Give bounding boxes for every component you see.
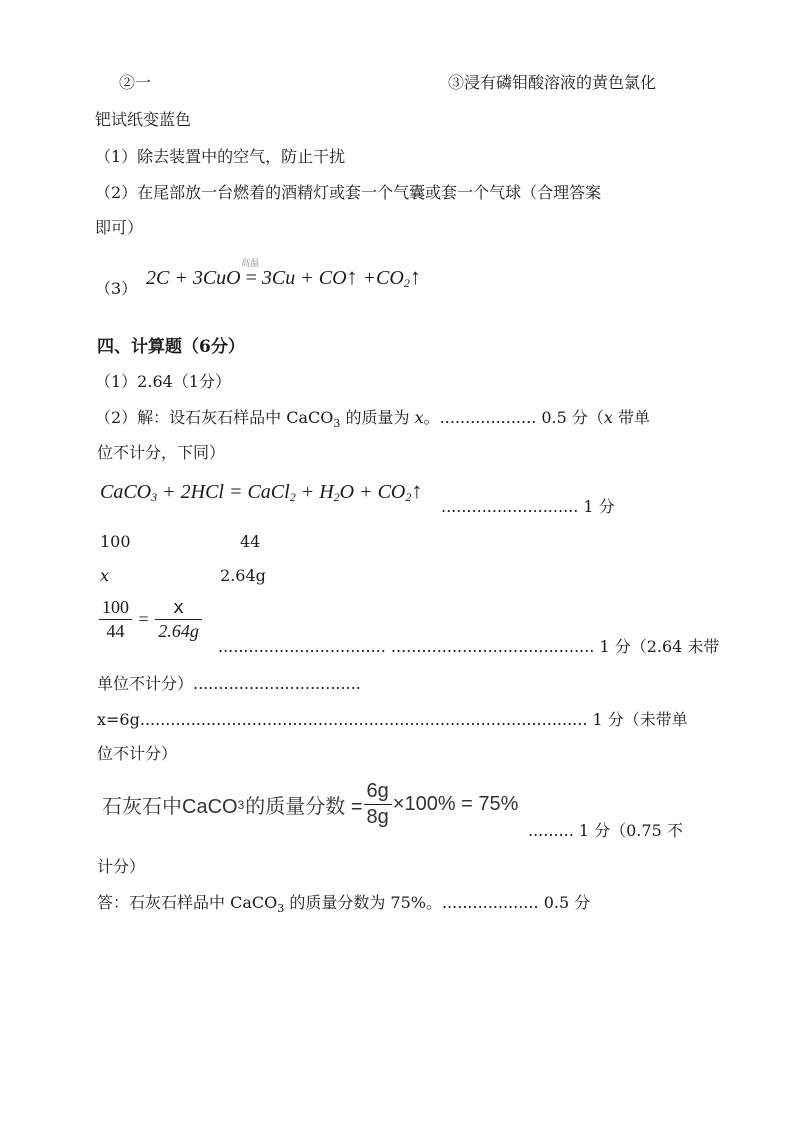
eq1-eqsign: = <box>240 267 262 289</box>
percent-fraction <box>364 780 392 829</box>
line-3: （1）除去装置中的空气，防止干扰 <box>95 147 346 166</box>
fraction-eq: = <box>138 609 149 629</box>
line-5: 即可） <box>95 218 144 237</box>
fraction-left <box>99 597 132 642</box>
x-result-2: 位不计分） <box>97 744 178 763</box>
line-1-right: ③浸有磷钼酸溶液的黄色氯化 <box>448 73 657 92</box>
high-temp-label: 高温 <box>241 259 260 269</box>
calc-line-2-sub: 3 <box>333 417 341 431</box>
final-answer-b: 的质量分数为 75%。................... 0.5 分 <box>284 893 591 912</box>
eq2-up-arrow: ↑ <box>411 478 423 503</box>
calc-line-2-d: 带单 <box>612 408 651 427</box>
x-result: x=6g........................................................................................ 1 分（未带单 <box>97 710 688 729</box>
calc-line-2-b: 的质量为 <box>340 408 415 427</box>
calc-line-1: （1）2.64（1分） <box>95 372 231 391</box>
value-2-64g: 2.64g <box>220 566 266 585</box>
calc-line-2 <box>95 408 650 434</box>
equation-reduction <box>146 264 421 291</box>
eq1-part1: 2C + 3CuO <box>146 267 241 289</box>
molar-mass-44: 44 <box>240 532 261 551</box>
fraction-right-den: 2.64g <box>158 621 199 641</box>
percent-prefix: 石灰石中CaCO <box>102 796 238 818</box>
eq1-up-arrow-2: ↑ <box>409 264 421 289</box>
percent-formula <box>102 780 518 829</box>
eq2-part3: + H <box>295 481 334 503</box>
fraction-left-den: 44 <box>106 621 125 641</box>
eq2-score: ........................... 1 分 <box>441 497 615 516</box>
equation-caco3-hcl <box>100 478 422 505</box>
unknown-x: x <box>100 566 110 585</box>
percent-sub: 3 <box>237 797 245 812</box>
final-answer-sub: 3 <box>277 902 285 916</box>
fraction-left-num: 100 <box>99 597 132 620</box>
eq1-part3: +CO <box>357 267 404 289</box>
eq2-sub4: 2 <box>405 490 412 504</box>
eq2-sub2: 2 <box>289 490 296 504</box>
eq2-part4: O + CO <box>339 481 406 503</box>
eq2-part2: + 2HCl = CaCl <box>157 481 290 503</box>
fraction-score-2: 单位不计分）................................. <box>97 674 361 693</box>
percent-score: ......... 1 分（0.75 不 <box>528 821 683 840</box>
calc-line-2-var: x <box>414 408 424 427</box>
eq2-sub3: 2 <box>333 490 340 504</box>
percent-den: 8g <box>366 806 389 828</box>
percent-mid: 的质量分数 = <box>245 796 363 818</box>
percent-score-2: 计分） <box>97 857 146 876</box>
calc-line-2-var2: x <box>603 408 613 427</box>
line-6-prefix: （3） <box>95 279 138 298</box>
eq1-part2: 3Cu + CO <box>261 267 347 289</box>
fraction-score: ................................. ........................................ 1 分（2.64 未带 <box>218 637 720 656</box>
line-1-left: ②一 <box>119 73 152 92</box>
fraction-right <box>155 597 202 642</box>
percent-tail: ×100% = 75% <box>392 793 519 815</box>
eq2-sub1: 3 <box>151 490 158 504</box>
final-answer-a: 答：石灰石样品中 CaCO <box>97 893 278 912</box>
eq1-up-arrow-1: ↑ <box>346 264 358 289</box>
calc-line-2-c: 。................... 0.5 分（ <box>423 408 604 427</box>
final-answer <box>97 893 590 919</box>
eq1-sub-2: 2 <box>403 276 410 290</box>
line-4: （2）在尾部放一台燃着的酒精灯或套一个气囊或套一个气球（合理答案 <box>95 183 602 202</box>
eq2-part1: CaCO <box>100 481 152 503</box>
calc-line-3: 位不计分，下同） <box>97 443 226 462</box>
section-title: 四、计算题（6分） <box>97 337 245 357</box>
molar-mass-100: 100 <box>100 532 131 551</box>
calc-line-2-a: （2）解：设石灰石样品中 CaCO <box>95 408 334 427</box>
proportion-fraction <box>99 597 202 642</box>
line-2: 钯试纸变蓝色 <box>95 110 192 129</box>
fraction-right-num: x <box>155 597 202 620</box>
percent-num: 6g <box>364 780 392 805</box>
